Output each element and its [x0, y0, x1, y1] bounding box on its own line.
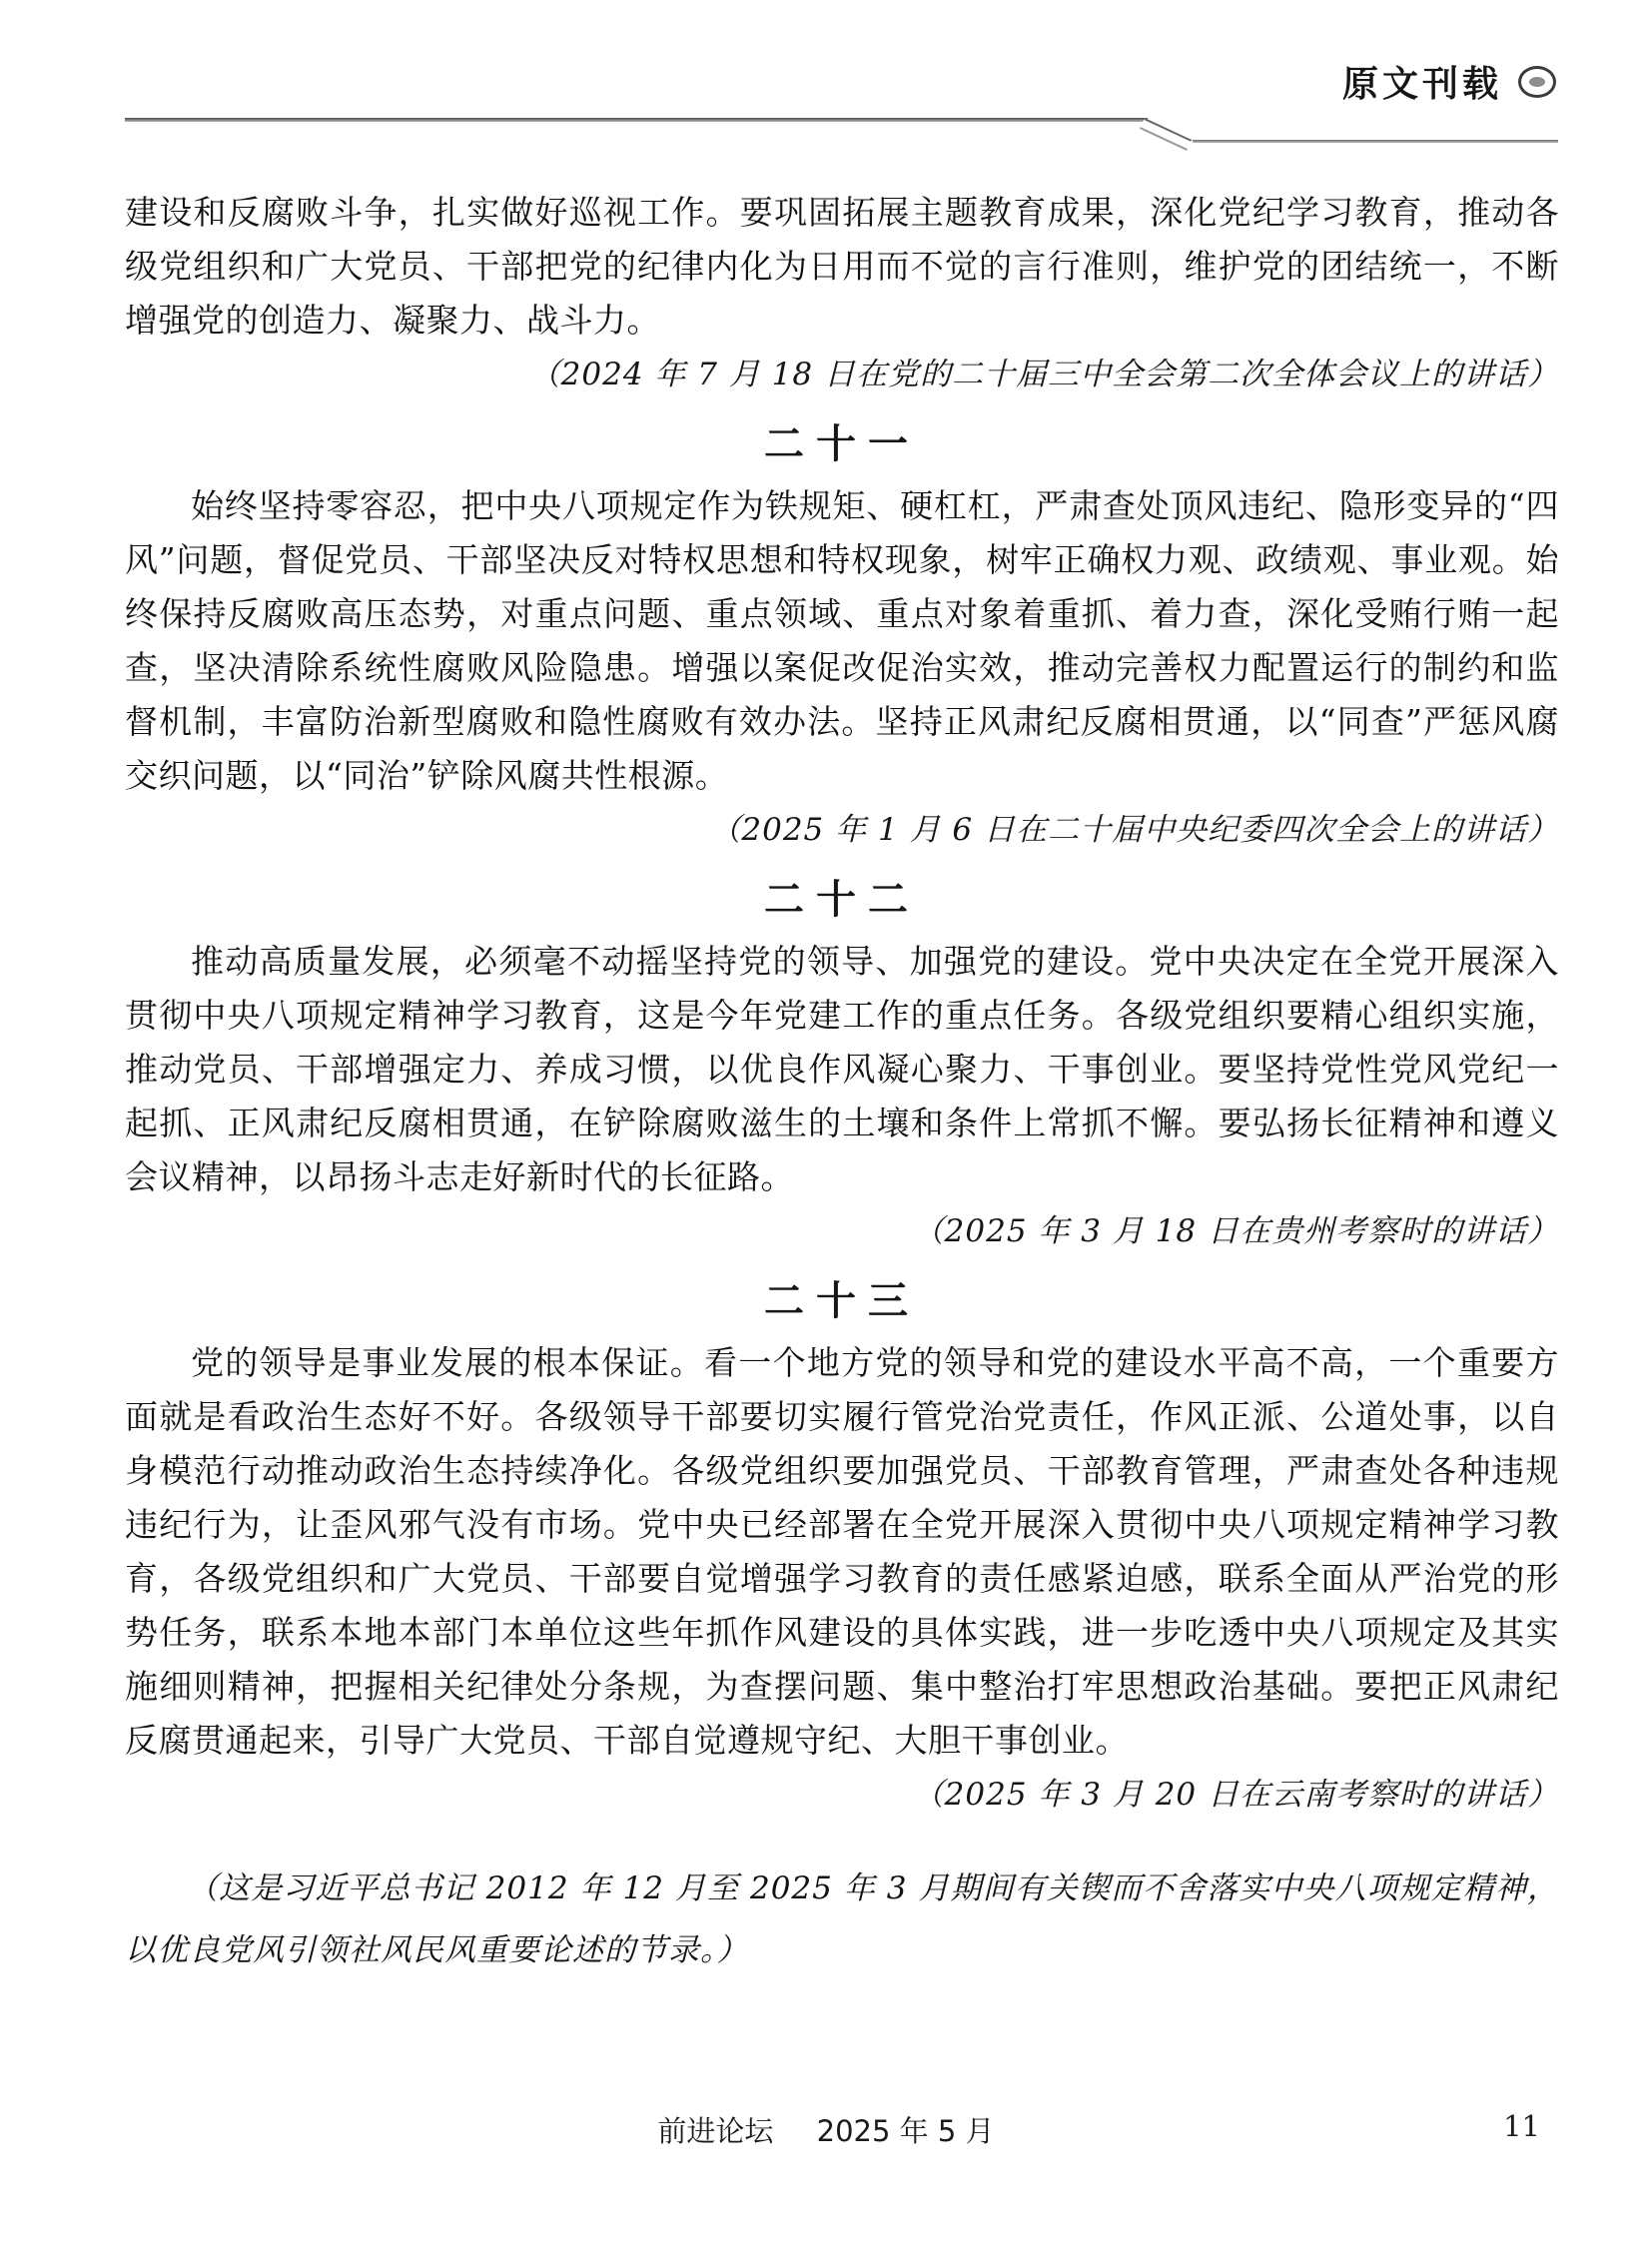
section-heading-22: 二十二: [764, 877, 920, 923]
issue-date: 2025 年 5 月: [816, 2114, 995, 2148]
page-footer: [0, 2109, 1652, 2150]
header-rule-left: [125, 118, 1148, 122]
section-paragraph-23: 党的领导是事业发展的根本保证。看一个地方党的领导和党的建设水平高不高，一个重要方面就是看政治生态好不好。各级领导干部要切实履行管党治党责任，作风正派、公道处事，以自身模范行动推动政治生态持续净化。各级党组织要加强党员、干部教育管理，严肃查处各种违规违纪行为，让歪风邪气没有市场。党中央已经部署在全党开展深入贯彻中央八项规定精神学习教育，各级党组织和广大党员、干部要自觉增强学习教育的责任感紧迫感，联系全面从严治党的形势任务，联系本地本部门本单位这些年抓作风建设的具体实践，进一步吃透中央八项规定及其实施细则精神，把握相关纪律处分条规，为查摆问题、集中整治打牢思想政治基础。要把正风肃纪反腐贯通起来，引导广大党员、干部自觉遵规守纪、大胆干事创业。: [125, 1343, 1559, 1760]
intro-attribution: （2024 年 7 月 18 日在党的二十届三中全会第二次全体会议上的讲话）: [528, 357, 1559, 392]
header-rule-right: [1193, 140, 1558, 143]
section-heading-23: 二十三: [764, 1278, 920, 1324]
section-paragraph-22: 推动高质量发展，必须毫不动摇坚持党的领导、加强党的建设。党中央决定在全党开展深入贯彻中央八项规定精神学习教育，这是今年党建工作的重点任务。各级党组织要精心组织实施，推动党员、干部增强定力、养成习惯，以优良作风凝心聚力、干事创业。要坚持党性党风党纪一起抓、正风肃纪反腐相贯通，在铲除腐败滋生的土壤和条件上常抓不懈。要弘扬长征精神和遵义会议精神，以昂扬斗志走好新时代的长征路。: [125, 942, 1559, 1196]
section-attribution-21: （2025 年 1 月 6 日在二十届中央纪委四次全会上的讲话）: [709, 812, 1559, 848]
section-heading-21: 二十一: [764, 421, 920, 467]
main-content: [125, 148, 1559, 1981]
intro-paragraph: 建设和反腐败斗争，扎实做好巡视工作。要巩固拓展主题教育成果，深化党纪学习教育，推动各级党组织和广大党员、干部把党的纪律内化为日用而不觉的言行准则，维护党的团结统一，不断增强党的创造力、凝聚力、战斗力。: [125, 193, 1559, 340]
journal-name: 前进论坛: [657, 2114, 774, 2148]
section-attribution-23: （2025 年 3 月 20 日在云南考察时的讲话）: [912, 1777, 1559, 1813]
header-rule-diagonal: [1140, 118, 1192, 151]
section-paragraph-21: 始终坚持零容忍，把中央八项规定作为铁规矩、硬杠杠，严肃查处顶风违纪、隐形变异的“四风”问题，督促党员、干部坚决反对特权思想和特权现象，树牢正确权力观、政绩观、事业观。始终保持反腐败高压态势，对重点问题、重点领域、重点对象着重抓、着力查，深化受贿行贿一起查，坚决清除系统性腐败风险隐患。增强以案促改促治实效，推动完善权力配置运行的制约和监督机制，丰富防治新型腐败和隐性腐败有效办法。坚持正风肃纪反腐相贯通，以“同查”严惩风腐交织问题，以“同治”铲除风腐共性根源。: [125, 486, 1559, 795]
target-ring-icon: [1518, 66, 1556, 98]
ring-core-dot: [1529, 77, 1545, 87]
page-header: [1342, 56, 1556, 107]
closing-note: （这是习近平总书记 2012 年 12 月至 2025 年 3 月期间有关锲而不舍落实中央八项规定精神，以优良党风引领社风民风重要论述的节录。）: [125, 1870, 1559, 1968]
header-title: 原文刊载: [1341, 64, 1502, 105]
section-attribution-22: （2025 年 3 月 18 日在贵州考察时的讲话）: [912, 1213, 1559, 1249]
page-number: 11: [1503, 2109, 1540, 2143]
